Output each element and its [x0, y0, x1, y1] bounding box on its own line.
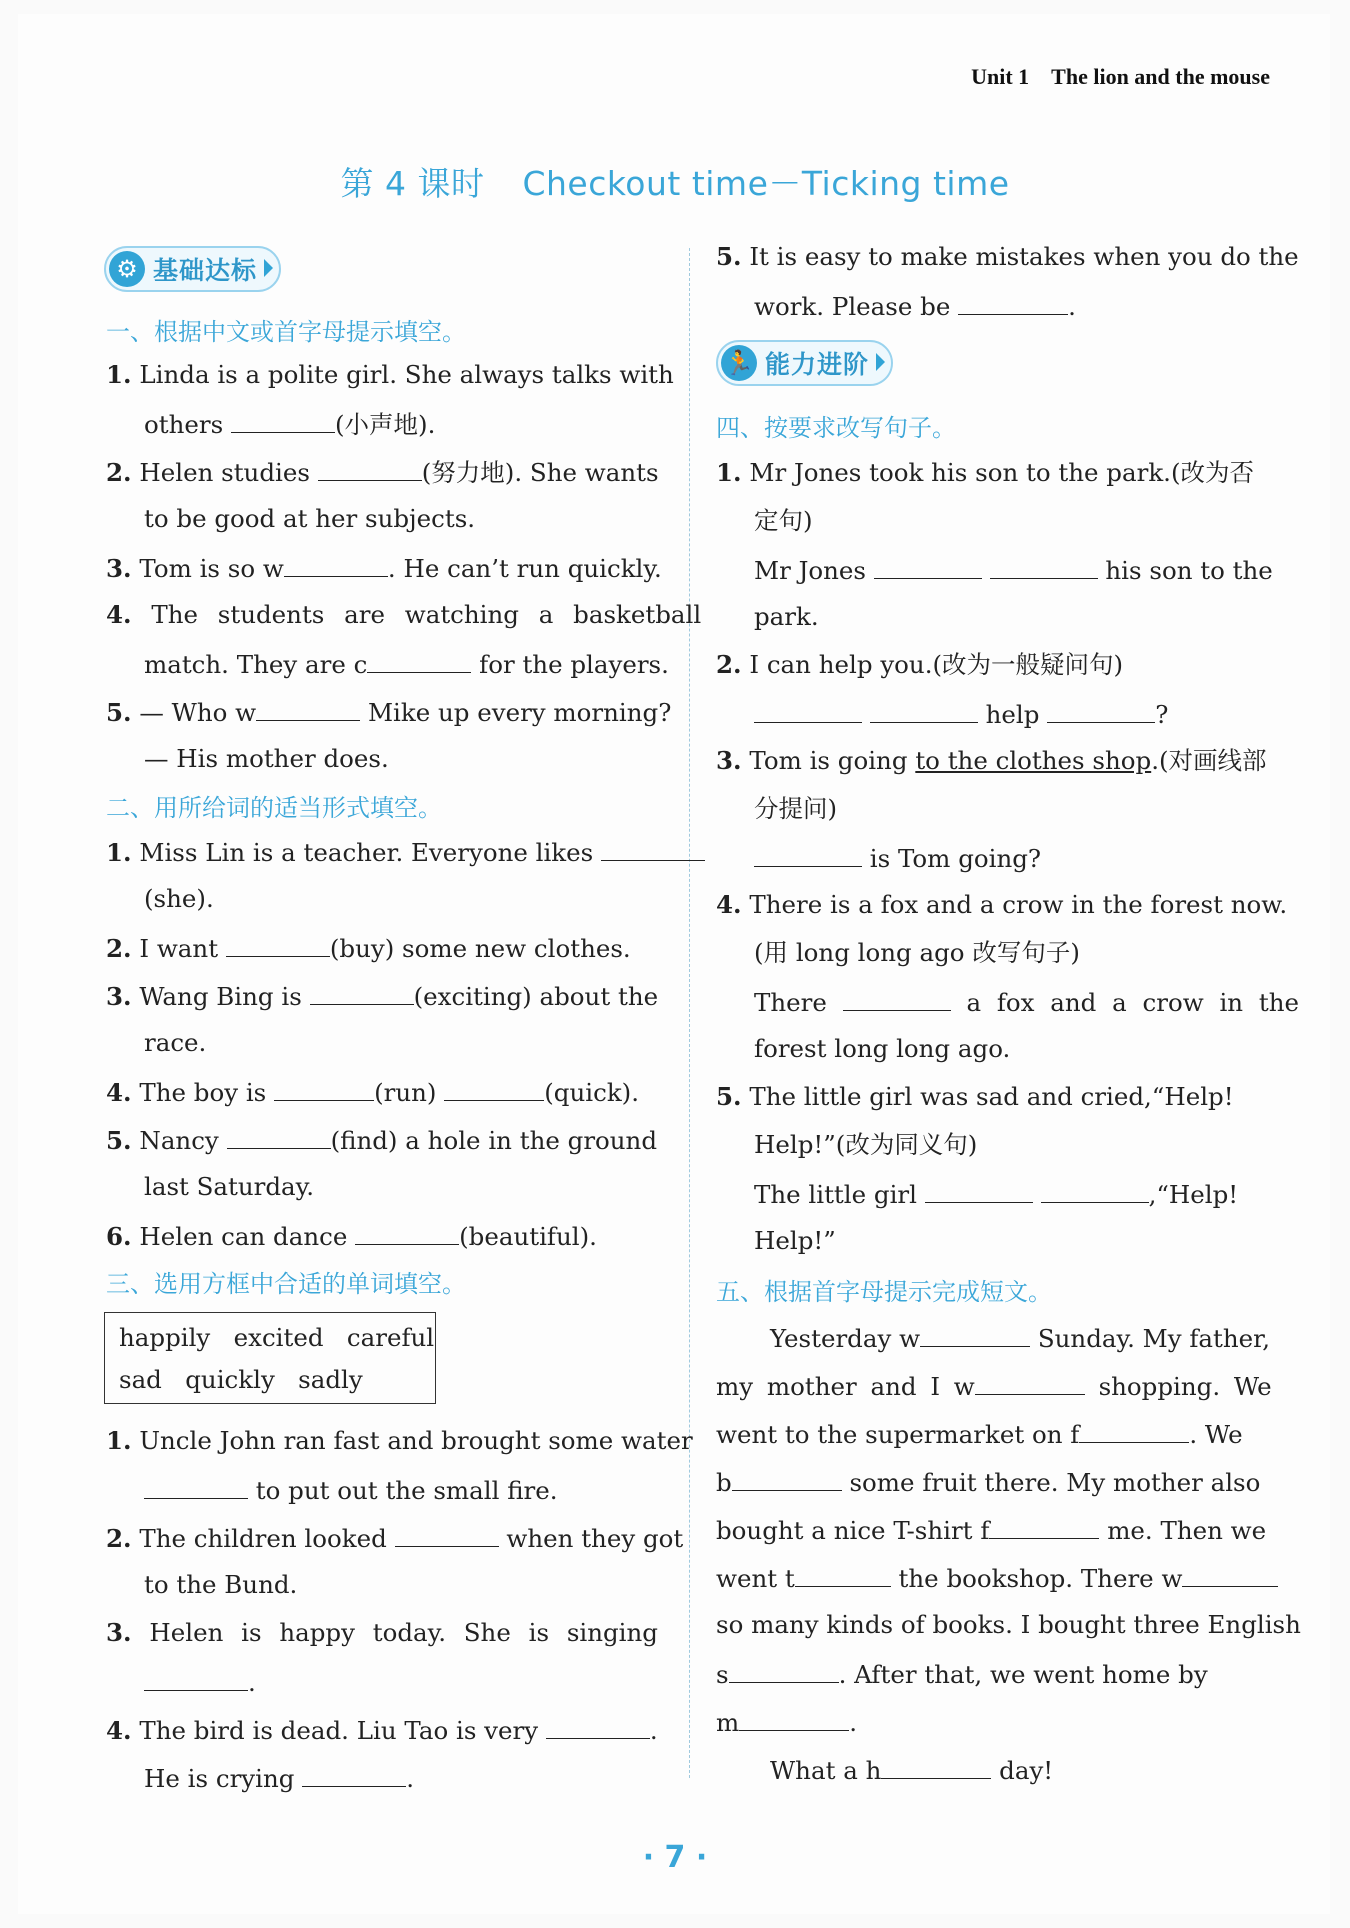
passage-line [716, 1464, 1260, 1500]
item-number: 3. [106, 982, 132, 1011]
line-text: work. Please be [754, 292, 951, 321]
exercise-line [106, 1712, 658, 1748]
line-text: (beautiful). [459, 1222, 597, 1251]
line-text: Linda is a polite girl. She always talks with [139, 360, 674, 389]
answer-blank[interactable] [302, 1760, 406, 1787]
line-text: He is crying [144, 1764, 295, 1793]
answer-blank[interactable] [546, 1712, 650, 1739]
passage-line [770, 1320, 1270, 1356]
exercise-line: to be good at her subjects. [144, 504, 476, 533]
item-number: 1. [106, 360, 132, 389]
line-text: went to the supermarket on f [716, 1420, 1080, 1449]
line-text: I want [139, 934, 219, 963]
exercise-line: — His mother does. [144, 744, 389, 773]
line-text: The little girl [754, 1180, 917, 1209]
line-text: .(对画线部 [1151, 746, 1267, 775]
running-header [971, 64, 1270, 90]
item-number: 2. [106, 934, 132, 963]
line-text: Wang Bing is [139, 982, 302, 1011]
exercise-line [106, 550, 662, 586]
badge-label: 基础达标 [153, 256, 258, 285]
line-text: Yesterday w [770, 1324, 921, 1353]
answer-blank[interactable] [920, 1320, 1030, 1347]
answer-blank[interactable] [795, 1560, 891, 1587]
exercise-line: forest long long ago. [754, 1034, 1011, 1063]
exercise-line [106, 454, 659, 490]
exercise-line [144, 646, 669, 682]
exercise-line [716, 240, 1299, 274]
line-text: . He can’t run quickly. [387, 554, 662, 583]
exercise-line: to the Bund. [144, 1570, 298, 1599]
line-text: a fox and a crow in the [966, 988, 1299, 1017]
line-text: b [716, 1468, 732, 1497]
line-text: ? [1155, 700, 1169, 729]
exercise-line [106, 1218, 597, 1254]
line-text: (quick). [544, 1078, 640, 1107]
answer-blank[interactable] [925, 1176, 1033, 1203]
answer-blank[interactable] [444, 1074, 544, 1101]
basic-level-badge [104, 246, 281, 292]
line-text: when they got [506, 1524, 684, 1553]
answer-blank[interactable] [729, 1656, 839, 1683]
answer-blank[interactable] [990, 552, 1098, 579]
answer-blank[interactable] [1182, 1560, 1278, 1587]
line-text: Sunday. My father, [1037, 1324, 1270, 1353]
item-number: 1. [716, 458, 742, 487]
answer-blank[interactable] [754, 840, 862, 867]
exercise-line [716, 1080, 1234, 1114]
arrow-icon [264, 259, 273, 277]
exercise-line: Help!”(改为同义句) [754, 1130, 978, 1159]
exercise-line [716, 744, 1267, 778]
lesson-number: 第 4 课时 [340, 164, 485, 203]
line-text: I can help you.(改为一般疑问句) [749, 650, 1124, 679]
word-bank-item: happily [119, 1323, 211, 1352]
exercise-line [716, 888, 1287, 922]
line-text: The boy is [139, 1078, 267, 1107]
answer-blank[interactable] [310, 978, 414, 1005]
passage-line [716, 1368, 1272, 1404]
section-heading: 一、根据中文或首字母提示填空。 [106, 318, 466, 346]
exercise-line [106, 834, 705, 870]
line-text: There [754, 988, 827, 1017]
line-text: to put out the small fire. [255, 1476, 558, 1505]
item-number: 4. [106, 1716, 132, 1745]
line-text: the bookshop. There w [898, 1564, 1183, 1593]
advanced-level-badge [716, 340, 893, 386]
answer-blank[interactable] [870, 696, 978, 723]
exercise-line [106, 1520, 683, 1556]
line-text: The students are watching a basketball [151, 600, 702, 629]
exercise-line: last Saturday. [144, 1172, 315, 1201]
exercise-line [754, 1176, 1238, 1212]
line-text: . We [1189, 1420, 1243, 1449]
exercise-line [754, 552, 1273, 588]
passage-line [716, 1656, 1208, 1692]
exercise-line [754, 696, 1168, 732]
line-text: Helen can dance [139, 1222, 348, 1251]
line-text: Helen is happy today. She is singing [149, 1618, 658, 1647]
line-text: day! [999, 1756, 1054, 1785]
answer-blank[interactable] [284, 550, 388, 577]
column-divider [689, 248, 690, 1778]
item-number: 4. [716, 890, 742, 919]
exercise-line: (she). [144, 884, 214, 913]
exercise-line [144, 1664, 256, 1700]
line-text: s [716, 1660, 729, 1689]
exercise-line [754, 288, 1076, 324]
line-text: his son to the [1105, 556, 1273, 585]
line-text: is Tom going? [869, 844, 1042, 873]
line-text: Tom is going [749, 746, 916, 775]
passage-line [716, 1560, 1278, 1596]
line-text: Nancy [139, 1126, 219, 1155]
line-text: . [248, 1668, 256, 1697]
exercise-line: (用 long long ago 改写句子) [754, 938, 1080, 967]
line-text: The little girl was sad and cried,“Help! [749, 1082, 1234, 1111]
line-text: . [1068, 292, 1076, 321]
exercise-line [716, 456, 1254, 490]
answer-blank[interactable] [144, 1472, 248, 1499]
passage-line [716, 1704, 857, 1740]
line-text: . [649, 1716, 658, 1745]
line-text: Uncle John ran fast and brought some water [139, 1426, 693, 1455]
item-number: 5. [106, 698, 132, 727]
line-text: (exciting) about the [413, 982, 659, 1011]
line-text: bought a nice T-shirt f [716, 1516, 990, 1545]
answer-blank[interactable] [355, 1218, 459, 1245]
answer-blank[interactable] [395, 1520, 499, 1547]
item-number: 3. [106, 554, 132, 583]
passage-line [716, 1416, 1243, 1452]
answer-blank[interactable] [256, 694, 360, 721]
answer-blank[interactable] [1047, 696, 1155, 723]
line-text: went t [716, 1564, 795, 1593]
line-text: (buy) some new clothes. [329, 934, 631, 963]
answer-blank[interactable] [601, 834, 705, 861]
line-text: (run) [374, 1078, 437, 1107]
word-bank-item: quickly [185, 1365, 275, 1394]
answer-blank[interactable] [227, 1122, 331, 1149]
exercise-line [106, 598, 701, 632]
answer-blank[interactable] [1041, 1176, 1149, 1203]
line-text: m [716, 1708, 740, 1737]
line-text: Mr Jones took his son to the park.(改为否 [749, 458, 1255, 487]
word-bank-item: sad [119, 1365, 162, 1394]
line-text: help [985, 700, 1040, 729]
line-text: (find) a hole in the ground [330, 1126, 658, 1155]
word-bank-item: careful [346, 1323, 435, 1352]
item-number: 3. [716, 746, 742, 775]
word-bank-item: excited [233, 1323, 324, 1352]
answer-blank[interactable] [732, 1464, 842, 1491]
answer-blank[interactable] [843, 984, 951, 1011]
answer-blank[interactable] [754, 696, 862, 723]
item-number: 6. [106, 1222, 132, 1251]
arrow-icon [876, 353, 885, 371]
lesson-name: Checkout time－Ticking time [522, 164, 1010, 203]
exercise-line [106, 930, 631, 966]
line-text: shopping. We [1098, 1372, 1272, 1401]
answer-blank[interactable] [739, 1704, 849, 1731]
line-text: (小声地). [334, 410, 436, 439]
line-text: . [406, 1764, 415, 1793]
line-text: ,“Help! [1148, 1180, 1239, 1209]
exercise-line: Help!” [754, 1226, 836, 1255]
answer-blank[interactable] [274, 1074, 374, 1101]
exercise-line [716, 648, 1123, 682]
line-text: Miss Lin is a teacher. Everyone likes [139, 838, 594, 867]
header-unit: Unit 1 [971, 64, 1030, 89]
item-number: 4. [106, 600, 132, 629]
word-bank-item: sadly [298, 1365, 363, 1394]
word-bank-row [119, 1365, 363, 1394]
answer-blank[interactable] [989, 1512, 1099, 1539]
exercise-line: race. [144, 1028, 207, 1057]
exercise-line: park. [754, 602, 819, 631]
section-heading: 三、选用方框中合适的单词填空。 [106, 1270, 466, 1298]
word-bank-row [119, 1323, 434, 1352]
word-bank-box [104, 1312, 436, 1404]
item-number: 5. [716, 242, 742, 271]
section-heading: 五、根据首字母提示完成短文。 [716, 1278, 1052, 1306]
line-text: It is easy to make mistakes when you do the [749, 242, 1299, 271]
exercise-line [106, 1122, 657, 1158]
line-text: others [144, 410, 224, 439]
line-text: Helen studies [139, 458, 310, 487]
answer-blank[interactable] [881, 1752, 991, 1779]
answer-blank[interactable] [975, 1368, 1085, 1395]
item-number: 1. [106, 1426, 132, 1455]
header-topic: The lion and the mouse [1051, 64, 1270, 89]
exercise-line [106, 1616, 658, 1650]
line-text: The bird is dead. Liu Tao is very [139, 1716, 539, 1745]
exercise-line [754, 984, 1299, 1020]
item-number: 2. [106, 458, 132, 487]
page-number: · 7 · [642, 1840, 708, 1875]
item-number: 1. [106, 838, 132, 867]
line-text: Tom is so w [139, 554, 284, 583]
exercise-line: 分提问) [754, 794, 838, 823]
exercise-line [106, 978, 658, 1014]
line-text: . After that, we went home by [838, 1660, 1208, 1689]
exercise-line [106, 1074, 639, 1110]
exercise-line: 定句) [754, 506, 813, 535]
exercise-line [754, 840, 1041, 876]
lesson-title [0, 158, 1350, 205]
answer-blank[interactable] [144, 1664, 248, 1691]
answer-blank[interactable] [1079, 1416, 1189, 1443]
underlined-phrase: to the clothes shop [915, 746, 1152, 775]
line-text: Mike up every morning? [367, 698, 672, 727]
answer-blank[interactable] [226, 930, 330, 957]
line-text: Mr Jones [754, 556, 867, 585]
line-text: — Who w [139, 698, 257, 727]
badge-label: 能力进阶 [765, 350, 870, 379]
line-text: me. Then we [1107, 1516, 1267, 1545]
line-text: There is a fox and a crow in the forest now. [749, 890, 1288, 919]
line-text: The children looked [139, 1524, 387, 1553]
item-number: 3. [106, 1618, 132, 1647]
line-text: match. They are c [144, 650, 368, 679]
line-text: for the players. [479, 650, 669, 679]
line-text: (努力地). She wants [421, 458, 659, 487]
exercise-line [106, 358, 674, 392]
gear-icon: ⚙ [109, 251, 145, 287]
passage-line: so many kinds of books. I bought three English [716, 1610, 1301, 1639]
item-number: 2. [716, 650, 742, 679]
answer-blank[interactable] [367, 646, 471, 673]
answer-blank[interactable] [231, 406, 335, 433]
exercise-line [144, 1472, 558, 1508]
section-heading: 二、用所给词的适当形式填空。 [106, 794, 442, 822]
exercise-line [144, 1760, 414, 1796]
runner-icon: 🏃 [721, 345, 757, 381]
answer-blank[interactable] [874, 552, 982, 579]
section-heading: 四、按要求改写句子。 [716, 414, 956, 442]
item-number: 4. [106, 1078, 132, 1107]
item-number: 2. [106, 1524, 132, 1553]
line-text: What a h [770, 1756, 882, 1785]
answer-blank[interactable] [958, 288, 1068, 315]
answer-blank[interactable] [318, 454, 422, 481]
item-number: 5. [106, 1126, 132, 1155]
line-text: . [849, 1708, 858, 1737]
passage-line [770, 1752, 1053, 1788]
passage-line [716, 1512, 1266, 1548]
item-number: 5. [716, 1082, 742, 1111]
exercise-line [144, 406, 435, 442]
exercise-line [106, 1424, 693, 1458]
line-text: some fruit there. My mother also [849, 1468, 1261, 1497]
line-text: my mother and I w [716, 1372, 975, 1401]
exercise-line [106, 694, 671, 730]
